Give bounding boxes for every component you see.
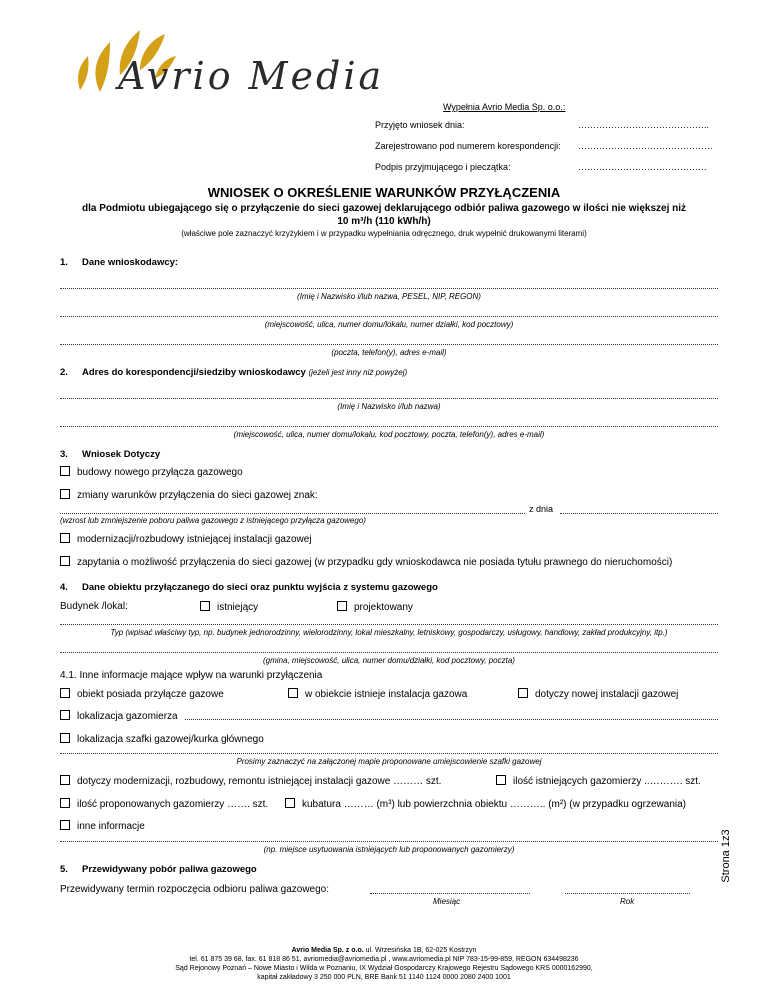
section-number: 5.	[60, 864, 68, 875]
option-meter-location[interactable]	[60, 710, 178, 722]
section-title: Wniosek Dotyczy	[82, 449, 161, 460]
form-instructions: (właściwe pole zaznaczyć krzyżykiem i w przypadku wypełniania odręcznego, druk wypełnić drukowanymi literami)	[181, 229, 587, 238]
option-label: zapytania o możliwość przyłączenia do sieci gazowej (w przypadku gdy wnioskodawca nie posiada tytułu prawnego do nieruchomości)	[77, 557, 673, 568]
building-address-field[interactable]	[60, 652, 718, 653]
option-other-info[interactable]	[60, 820, 145, 832]
checkbox[interactable]	[60, 466, 70, 476]
option-label: budowy nowego przyłącza gazowego	[77, 467, 243, 478]
logo-text: Avrio Media	[118, 54, 385, 98]
option-label: lokalizacja szafki gazowej/kurka głównego	[77, 734, 264, 745]
option-label: ilość istniejących gazomierzy ..………. szt.	[513, 776, 701, 787]
section-title: Dane obiektu przyłączanego do sieci oraz punktu wyjścia z systemu gazowego	[82, 582, 438, 593]
checkbox[interactable]	[60, 820, 70, 830]
applicant-contact-field[interactable]	[60, 344, 718, 345]
date-label: z dnia	[529, 504, 554, 514]
checkbox[interactable]	[60, 556, 70, 566]
office-row-label: Podpis przyjmującego i pieczątka:	[375, 162, 511, 172]
checkbox[interactable]	[288, 688, 298, 698]
checkbox[interactable]	[60, 489, 70, 499]
option-change-conditions[interactable]	[60, 489, 318, 501]
section-title	[82, 367, 407, 378]
footer-company-address: ul. Wrzesińska 1B, 62-025 Kostrzyn	[363, 947, 477, 954]
meter-location-field[interactable]	[185, 719, 718, 720]
reference-number-field[interactable]	[60, 513, 525, 514]
footer-contact: tel. 61 875 39 68, fax. 61 818 86 51, avriomedia@avriomedia.pl , www.avriomedia.pl NIP 783-15-99-859, REGON 634498236	[189, 956, 579, 963]
option-label: w obiekcie istnieje instalacja gazowa	[305, 689, 468, 700]
building-type-field[interactable]	[60, 624, 718, 625]
option-proposed-meters[interactable]	[60, 798, 268, 810]
section-number: 2.	[60, 367, 68, 378]
option-new-installation[interactable]	[518, 688, 678, 700]
option-label: modernizacji/rozbudowy istniejącej instalacji gazowej	[77, 534, 312, 545]
office-row-label: Zarejestrowano pod numerem korespondencji:	[375, 141, 561, 151]
section-note: (jeżeli jest inny niż powyżej)	[308, 368, 408, 377]
year-field[interactable]	[565, 893, 690, 894]
checkbox[interactable]	[60, 733, 70, 743]
option-label: dotyczy modernizacji, rozbudowy, remontu istniejącej instalacji gazowe ……… szt.	[77, 776, 442, 787]
option-designed[interactable]	[337, 601, 413, 613]
option-existing[interactable]	[200, 601, 258, 613]
section-number: 3.	[60, 449, 68, 460]
start-term-label: Przewidywany termin rozpoczęcia odbioru paliwa gazowego:	[60, 884, 330, 895]
option-cabinet-location[interactable]	[60, 733, 264, 745]
option-label: lokalizacja gazomierza	[77, 711, 178, 722]
checkbox[interactable]	[337, 601, 347, 611]
cabinet-location-field[interactable]	[60, 753, 718, 754]
correspondence-name-field[interactable]	[60, 398, 718, 399]
field-caption: (Imię i Nazwisko i/lub nazwa, PESEL, NIP, REGON)	[297, 292, 481, 301]
field-caption: (poczta, telefon(y), adres e-mail)	[331, 348, 447, 357]
footer-company-name: Avrio Media Sp. z o.o.	[291, 947, 364, 954]
option-has-connection[interactable]	[60, 688, 224, 700]
subsection-title: 4.1. Inne informacje mające wpływ na warunki przyłączenia	[60, 670, 323, 681]
month-field[interactable]	[370, 893, 530, 894]
footer-capital: kapitał zakładowy 3 250 000 PLN, BRE Bank 51 1140 1124 0000 2080 2400 1001	[257, 974, 511, 981]
office-row-value[interactable]: …………………………………….	[578, 162, 707, 172]
correspondence-address-field[interactable]	[60, 426, 718, 427]
option-cubature[interactable]	[285, 798, 686, 810]
option-modernization-count[interactable]	[60, 775, 441, 787]
option-label: kubatura ……… (m³) lub powierzchnia obiektu ……….. (m²) (w przypadku ogrzewania)	[302, 799, 687, 810]
field-caption: Prosimy zaznaczyć na załączonej mapie proponowane umiejscowienie szafki gazowej	[236, 757, 542, 766]
form-subtitle-limit: 10 m³/h (110 kWh/h)	[337, 216, 431, 227]
office-use-header: Wypełnia Avrio Media Sp. o.o.:	[443, 102, 566, 112]
office-row-value[interactable]: ………………………………………	[578, 141, 713, 151]
field-caption: (gmina, miejscowość, ulica, numer domu/działki, kod pocztowy, poczta)	[263, 656, 515, 665]
page-number: Strona 1z3	[720, 829, 732, 883]
option-label: projektowany	[354, 602, 413, 613]
option-has-installation[interactable]	[288, 688, 467, 700]
office-row-label: Przyjęto wniosek dnia:	[375, 120, 465, 130]
option-label: zmiany warunków przyłączenia do sieci gazowej znak:	[77, 490, 318, 501]
option-modernization[interactable]	[60, 533, 312, 545]
checkbox[interactable]	[496, 775, 506, 785]
checkbox[interactable]	[60, 798, 70, 808]
checkbox[interactable]	[60, 688, 70, 698]
applicant-address-field[interactable]	[60, 316, 718, 317]
checkbox[interactable]	[285, 798, 295, 808]
form-title: WNIOSEK O OKREŚLENIE WARUNKÓW PRZYŁĄCZENIA	[207, 185, 561, 200]
field-caption: (miejscowość, ulica, numer domu/lokalu, numer działki, kod pocztowy)	[264, 320, 514, 329]
section-number: 4.	[60, 582, 68, 593]
building-label: Budynek /lokal:	[60, 601, 128, 612]
footer	[0, 946, 768, 982]
option-inquiry[interactable]	[60, 556, 672, 568]
field-caption: (wzrost lub zmniejszenie poboru paliwa gazowego z istniejącego przyłącza gazowego)	[60, 516, 366, 525]
other-info-field[interactable]	[60, 841, 718, 842]
checkbox[interactable]	[60, 533, 70, 543]
option-label: istniejący	[217, 602, 259, 613]
applicant-name-field[interactable]	[60, 288, 718, 289]
field-caption: (miejscowość, ulica, numer domu/lokalu, kod pocztowy, poczta, telefon(y), adres e-mail)	[233, 430, 545, 439]
option-existing-meters[interactable]	[496, 775, 701, 787]
section-title: Przewidywany pobór paliwa gazowego	[82, 864, 257, 875]
form-subtitle: dla Podmiotu ubiegającego się o przyłączenie do sieci gazowej deklarującego odbiór paliwa gazowego w ilości nie większej niż	[81, 203, 687, 214]
footer-company	[0, 946, 768, 955]
footer-court: Sąd Rejonowy Poznań – Nowe Miasto i Wilda w Poznaniu, IX Wydział Gospodarczy Krajowego Rejestru Sądowego KRS 0000162990,	[175, 965, 593, 972]
field-caption: Typ (wpisać właściwy typ, np. budynek jednorodzinny, wielorodzinny, lokal mieszkalny, letniskowy, gospodarczy, usługowy, handlowy, zakład produkcyjny, itp.)	[110, 628, 668, 637]
option-label: dotyczy nowej instalacji gazowej	[535, 689, 679, 700]
checkbox[interactable]	[60, 775, 70, 785]
checkbox[interactable]	[200, 601, 210, 611]
company-logo	[70, 20, 385, 100]
section-title: Dane wnioskodawcy:	[82, 257, 179, 268]
office-row-value[interactable]: ……………………………………..	[578, 120, 710, 130]
field-caption: (np. miejsce usytuowania istniejących lub proponowanych gazomierzy)	[263, 845, 515, 854]
option-label: obiekt posiada przyłącze gazowe	[77, 689, 224, 700]
option-label: inne informacje	[77, 821, 145, 832]
section-number: 1.	[60, 257, 68, 268]
year-caption: Rok	[620, 897, 635, 906]
option-new-connection[interactable]	[60, 466, 243, 478]
field-caption: (Imię i Nazwisko i/lub nazwa)	[337, 402, 441, 411]
checkbox[interactable]	[518, 688, 528, 698]
reference-date-field[interactable]	[560, 513, 718, 514]
checkbox[interactable]	[60, 710, 70, 720]
section-title-text: Adres do korespondencji/siedziby wnioskodawcy	[82, 367, 306, 378]
option-label: ilość proponowanych gazomierzy ……. szt.	[77, 799, 269, 810]
month-caption: Miesiąc	[433, 897, 461, 906]
